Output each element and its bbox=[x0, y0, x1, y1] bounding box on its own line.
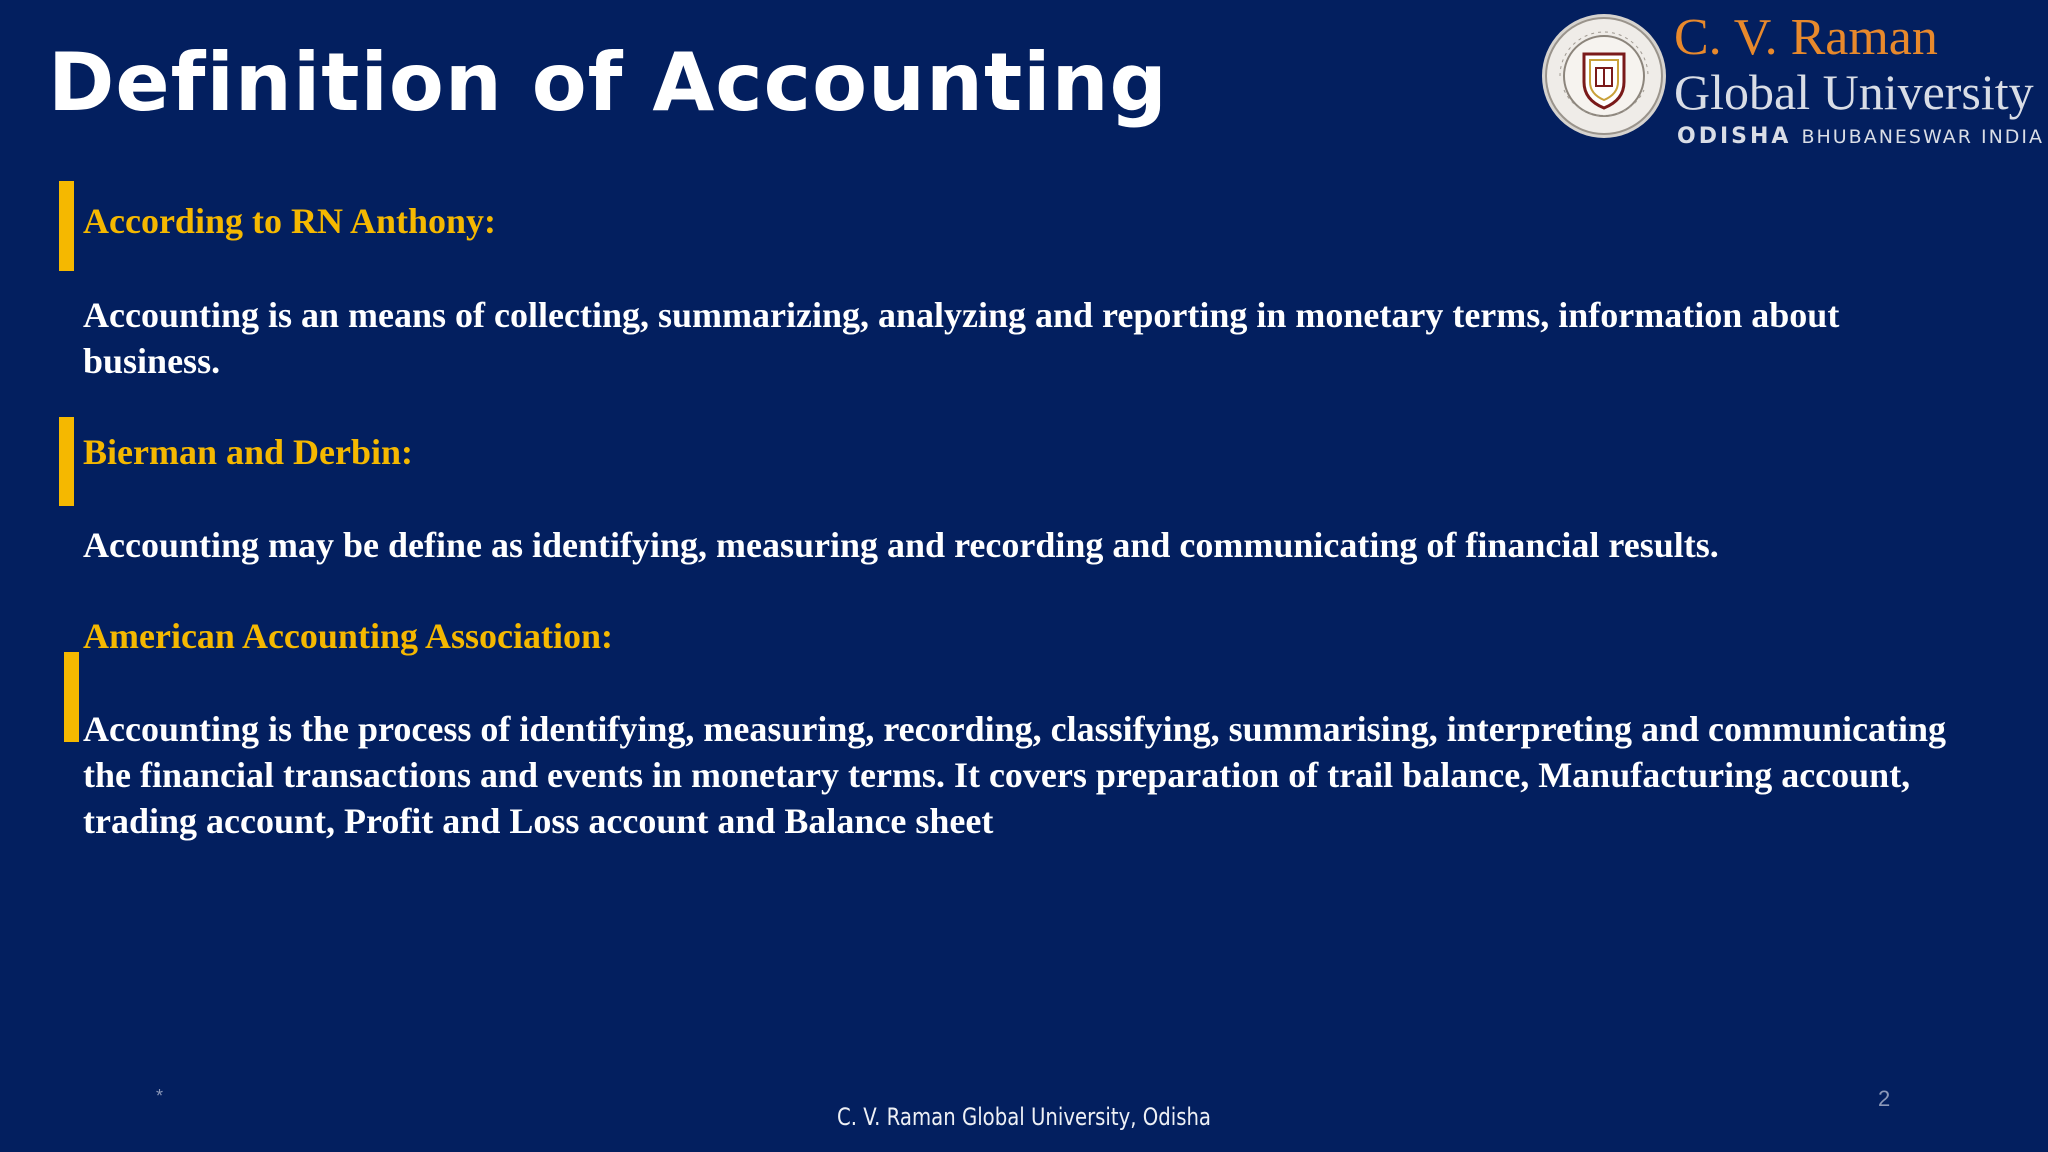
definition-text: Accounting is an means of collecting, summarizing, analyzing and reporting in monetary terms, information about business. bbox=[83, 295, 1840, 381]
page-number: 2 bbox=[1878, 1086, 1891, 1111]
logo-subtitle: Global University bbox=[1674, 64, 2034, 120]
slide-title: Definition of Accounting bbox=[48, 36, 1168, 129]
university-logo bbox=[1540, 9, 2045, 149]
heading-accent-bar bbox=[64, 652, 79, 742]
logo-city: BHUBANESWAR INDIA bbox=[1801, 126, 2045, 148]
university-seal-icon bbox=[1540, 12, 1668, 140]
definition-heading: According to RN Anthony: bbox=[83, 201, 497, 241]
logo-location bbox=[1677, 124, 2044, 149]
definition-text: Accounting is the process of identifying, measuring, recording, classifying, summarising, interpreting and communicating the financial transactions and events in monetary terms. It covers preparation of trail balance, Manufacturing account, trading account, Profit and Loss account and Balance sheet bbox=[83, 709, 1947, 841]
definition-text: Accounting may be define as identifying, measuring and recording and communicating of financial results. bbox=[83, 525, 1719, 565]
definition-heading: Bierman and Derbin: bbox=[83, 432, 414, 472]
footer-marker: * bbox=[156, 1086, 164, 1106]
heading-accent-bar bbox=[59, 417, 74, 506]
definition-heading: American Accounting Association: bbox=[83, 616, 613, 656]
heading-accent-bar bbox=[59, 181, 74, 271]
footer-text: C. V. Raman Global University, Odisha bbox=[836, 1103, 1211, 1131]
logo-name: C. V. Raman bbox=[1674, 9, 1938, 66]
logo-state: ODISHA bbox=[1677, 124, 1792, 149]
